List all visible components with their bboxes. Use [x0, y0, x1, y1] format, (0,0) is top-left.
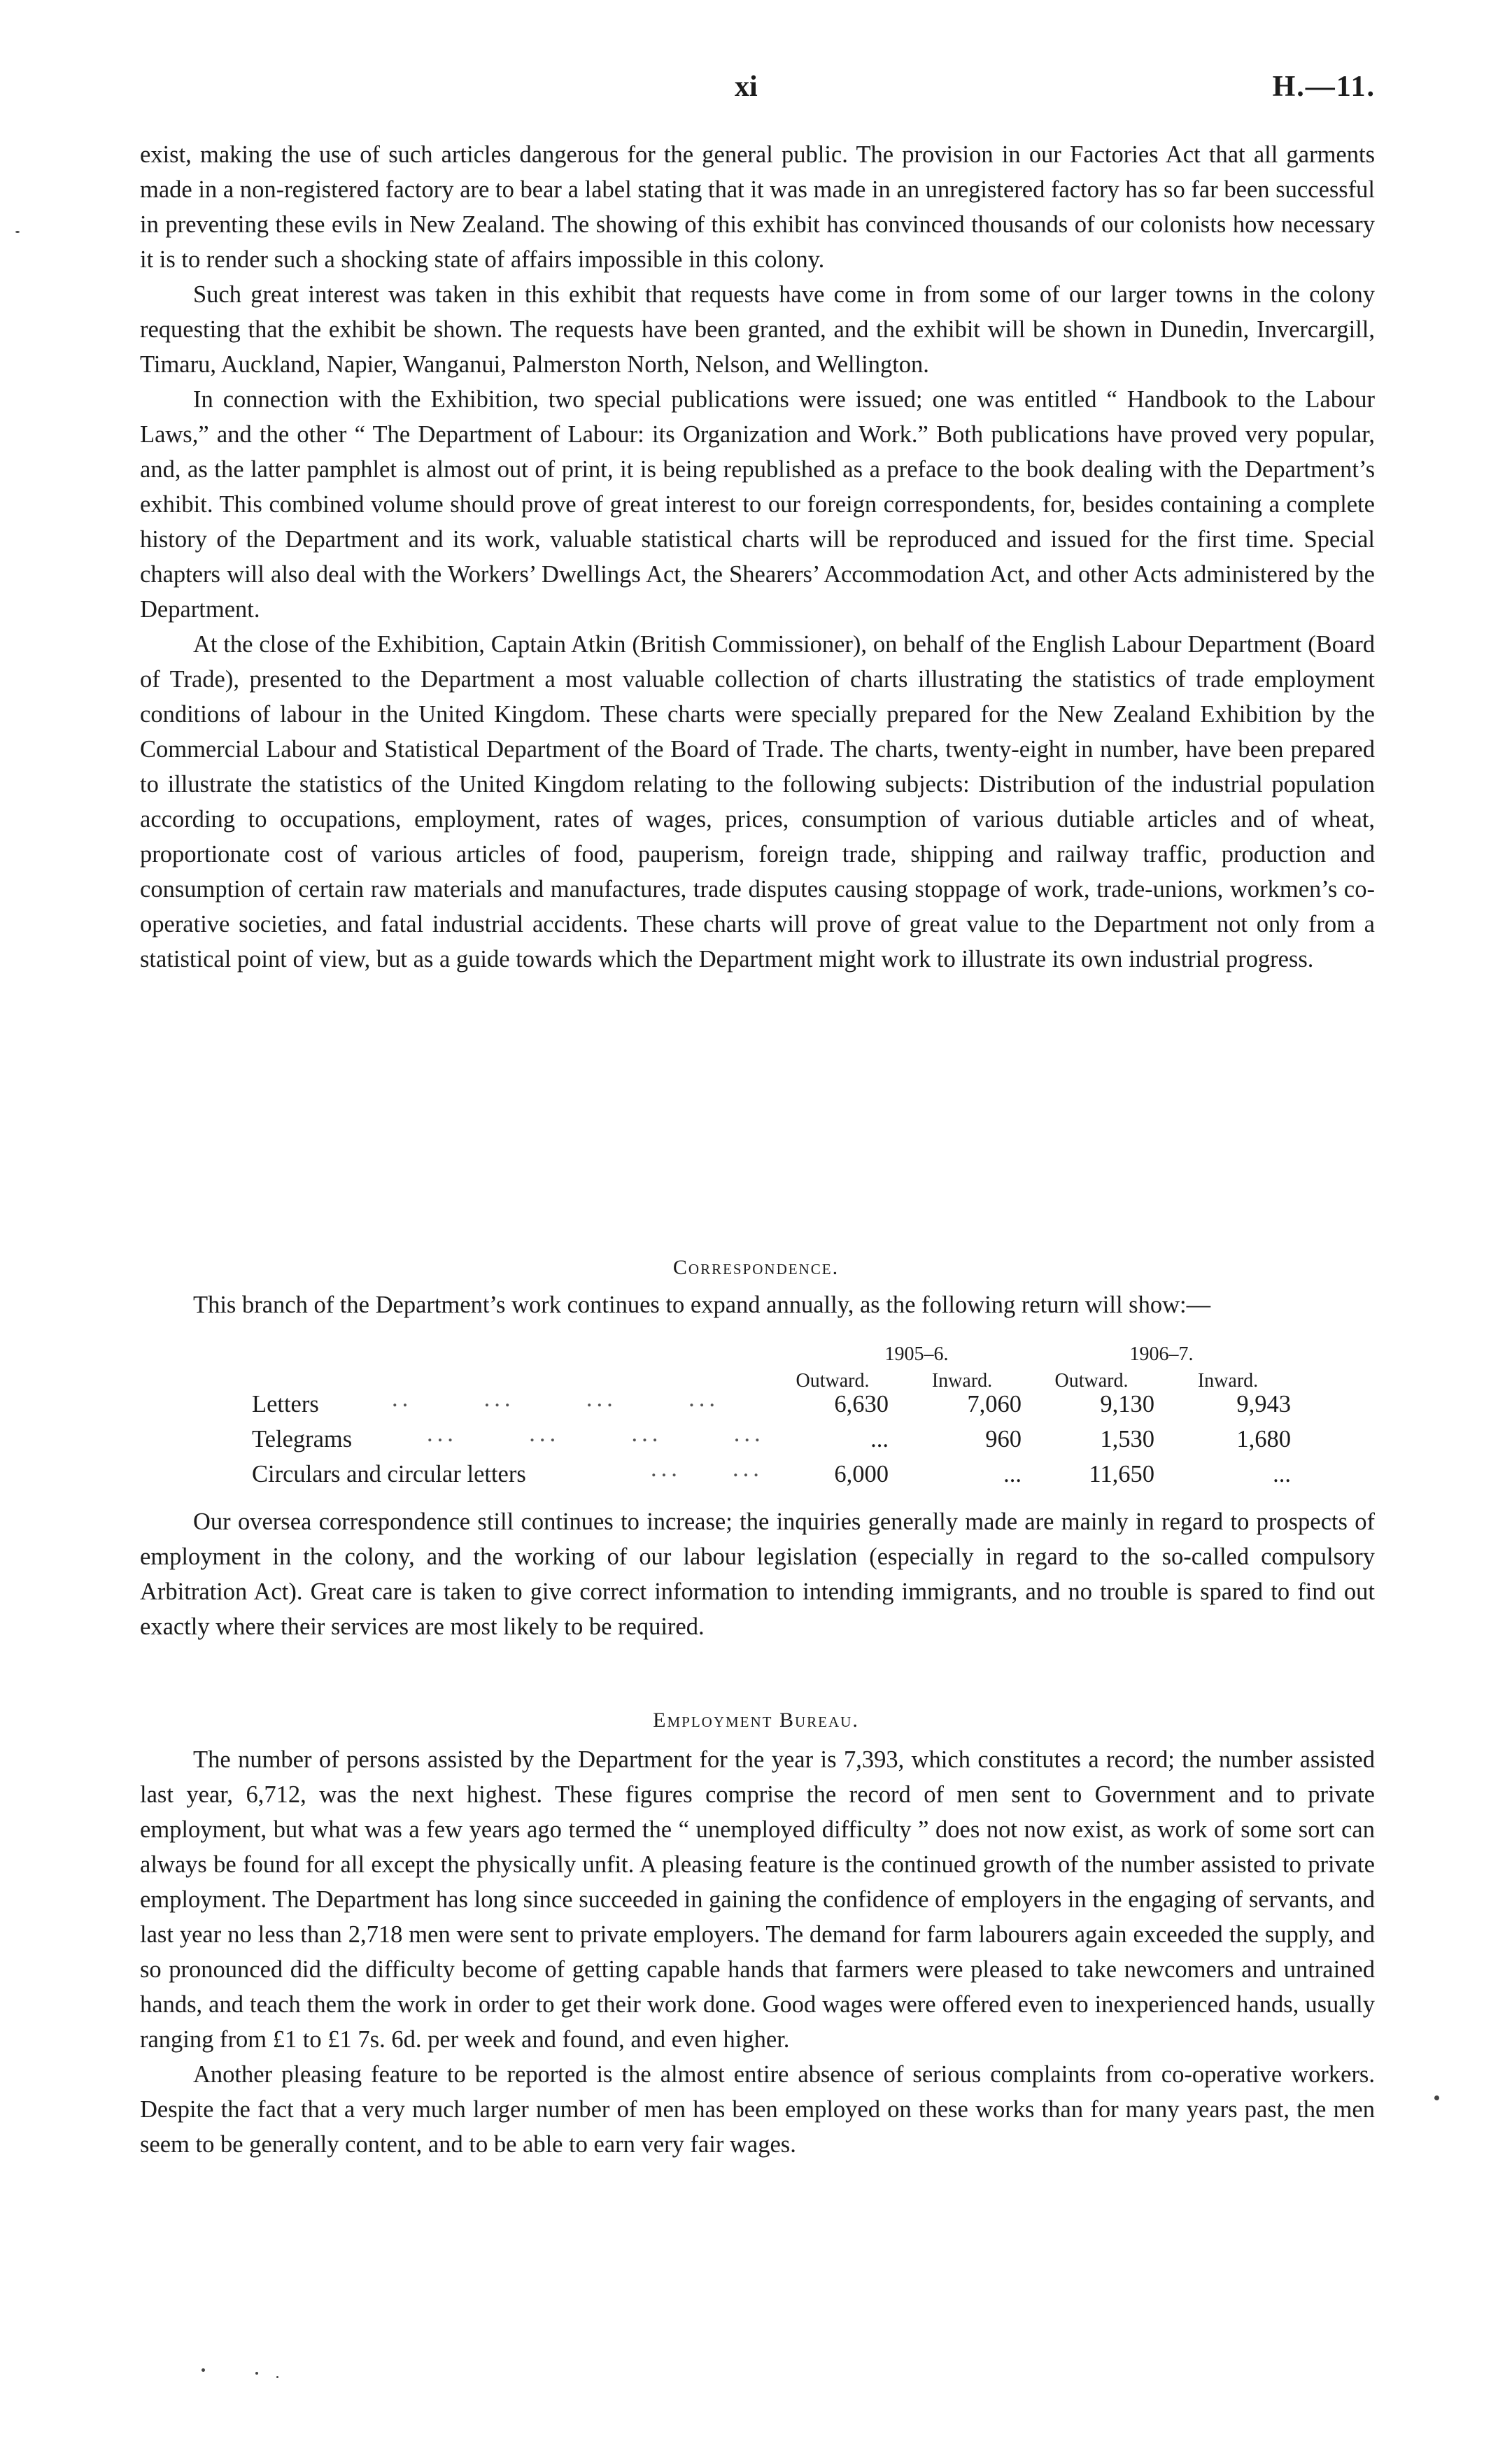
year-header: 1906–7.: [1129, 1343, 1194, 1365]
correspondence-intro: [140, 1287, 1375, 1322]
employment-bureau-section: [140, 1742, 1375, 2162]
table-cell: 9,943: [1236, 1391, 1291, 1418]
table-cell: 6,630: [834, 1391, 889, 1418]
paragraph: Our oversea correspondence still continues to increase; the inquiries generally made are mainly in regard to prospects of employment in the colony, and the working of our labour legislation (especially in regard to the so-called compulsory Arbitration Act). Great care is taken to give correct information to intending immigrants, and no trouble is spared to find out exactly where their services are most likely to be required.: [140, 1508, 1375, 1640]
table-cell: ...: [870, 1426, 889, 1452]
scan-speck: [276, 2376, 278, 2378]
table-row: [252, 1385, 1301, 1426]
scan-speck: [15, 231, 20, 233]
year-header: 1905–6.: [884, 1343, 949, 1365]
table-cell: 9,130: [1100, 1391, 1154, 1418]
leader-dots: ... ...: [651, 1455, 763, 1482]
column-header: Inward.: [1197, 1370, 1259, 1392]
document-code: H.—11.: [1272, 71, 1376, 103]
column-header: Outward.: [1054, 1370, 1129, 1392]
paragraph: This branch of the Department’s work continues to expand annually, as the following return will show:—: [193, 1292, 1211, 1318]
table-cell: ...: [1003, 1461, 1022, 1487]
paragraph: At the close of the Exhibition, Captain Atkin (British Commissioner), on behalf of the English Labour Department (Board of Trade), presented to the Department a most valuable collection of charts illustrating the statistics of trade employment conditions of labour in the United Kingdom. These charts were specially prepared for the New Zealand Exhibition by the Commercial Labour and Statistical Department of the Board of Trade. The charts, twenty-eight in number, have been prepared to illustrate the statistics of the United Kingdom relating to the following subjects: Distribution of the industrial population according to occupations, employment, rates of wages, prices, consumption of various dutiable articles and of wheat, proportionate cost of various articles of food, pauperism, foreign trade, shipping and railway traffic, production and consumption of certain raw materials and manufactures, trade disputes causing stoppage of work, trade-unions, workmen’s co-operative societies, and fatal industrial accidents. These charts will prove of great value to the Department not only from a statistical point of view, but as a guide towards which the Department might work to illustrate its own industrial progress.: [140, 631, 1375, 973]
leader-dots: ... ... ... ...: [427, 1420, 765, 1447]
scan-speck: [1434, 2095, 1439, 2100]
paragraph: Such great interest was taken in this exhibit that requests have come in from some of our larger towns in the colony requesting that the exhibit be shown. The requests have been granted, and the exhibit will be shown in Dunedin, Invercargill, Timaru, Auckland, Napier, Wanganui, Palmerston North, Nelson, and Wellington.: [140, 281, 1375, 378]
table-cell: 960: [985, 1426, 1022, 1452]
scan-speck: [202, 2368, 205, 2372]
table-row: [252, 1420, 1301, 1461]
paragraph: The number of persons assisted by the Department for the year is 7,393, which constitutes a record; the number assisted last year, 6,712, was the next highest. These figures comprise the record of men sent to Government and to private employment, but what was a few years ago termed the “ unemployed difficulty ” does not now exist, as work of some sort can always be found for all except the physically unfit. A pleasing feature is the continued growth of the number assisted to private employment. The Department has long since succeeded in gaining the confidence of employers in the engaging of servants, and last year no less than 2,718 men were sent to private employers. The demand for farm labourers again exceeded the supply, and so pronounced did the difficulty become of getting capable hands that farmers were pleased to take newcomers and untrained hands, and teach them the work in order to get their work done. Good wages were offered even to inexperienced hands, usually ranging from £1 to £1 7s. 6d. per week and found, and even higher.: [140, 1746, 1375, 2053]
table-cell: 1,530: [1100, 1426, 1154, 1452]
section-heading-correspondence: Correspondence.: [672, 1256, 840, 1279]
section-heading-employment-bureau: Employment Bureau.: [653, 1709, 859, 1732]
column-header: Inward.: [931, 1370, 993, 1392]
paragraph: exist, making the use of such articles dangerous for the general public. The provision in our Factories Act that all garments made in a non-registered factory are to bear a label stating that it was made in an unregistered factory has so far been successful in preventing these evils in New Zealand. The showing of this exhibit has convinced thousands of our colonists how necessary it is to render such a shocking state of affairs impossible in this colony.: [140, 141, 1375, 273]
page-number: xi: [735, 71, 758, 103]
table-cell: 6,000: [834, 1461, 889, 1487]
paragraph: Another pleasing feature to be reported is the almost entire absence of serious complaints from co-operative workers. Despite the fact that a very much larger number of men has been employed on these works than for many years past, the men seem to be generally content, and to be able to earn very fair wages.: [140, 2061, 1375, 2158]
row-label: Telegrams: [252, 1426, 353, 1452]
row-label: Letters: [252, 1391, 319, 1418]
row-label: Circulars and circular letters: [252, 1461, 526, 1487]
scan-speck: [255, 2372, 258, 2375]
table-cell: ...: [1273, 1461, 1291, 1487]
table-cell: 11,650: [1089, 1461, 1154, 1487]
table-row: [252, 1455, 1301, 1496]
leader-dots: .. ... ... ...: [392, 1385, 719, 1412]
table-cell: 7,060: [967, 1391, 1022, 1418]
correspondence-text: [140, 1504, 1375, 1644]
intro-section: [140, 137, 1375, 977]
table-cell: 1,680: [1236, 1426, 1291, 1452]
column-header: Outward.: [796, 1370, 870, 1392]
paragraph: In connection with the Exhibition, two special publications were issued; one was entitled “ Handbook to the Labour Laws,” and the other “ The Department of Labour: its Organization and Work.” Both publications have proved very popular, and, as the latter pamphlet is almost out of print, it is being republished as a preface to the book dealing with the Department’s exhibit. This combined volume should prove of great interest to our foreign correspondents, for, besides containing a complete history of the Department and its work, valuable statistical charts will be reproduced and issued for the first time. Special chapters will also deal with the Workers’ Dwellings Act, the Shearers’ Accommodation Act, and other Acts administered by the Department.: [140, 386, 1375, 623]
